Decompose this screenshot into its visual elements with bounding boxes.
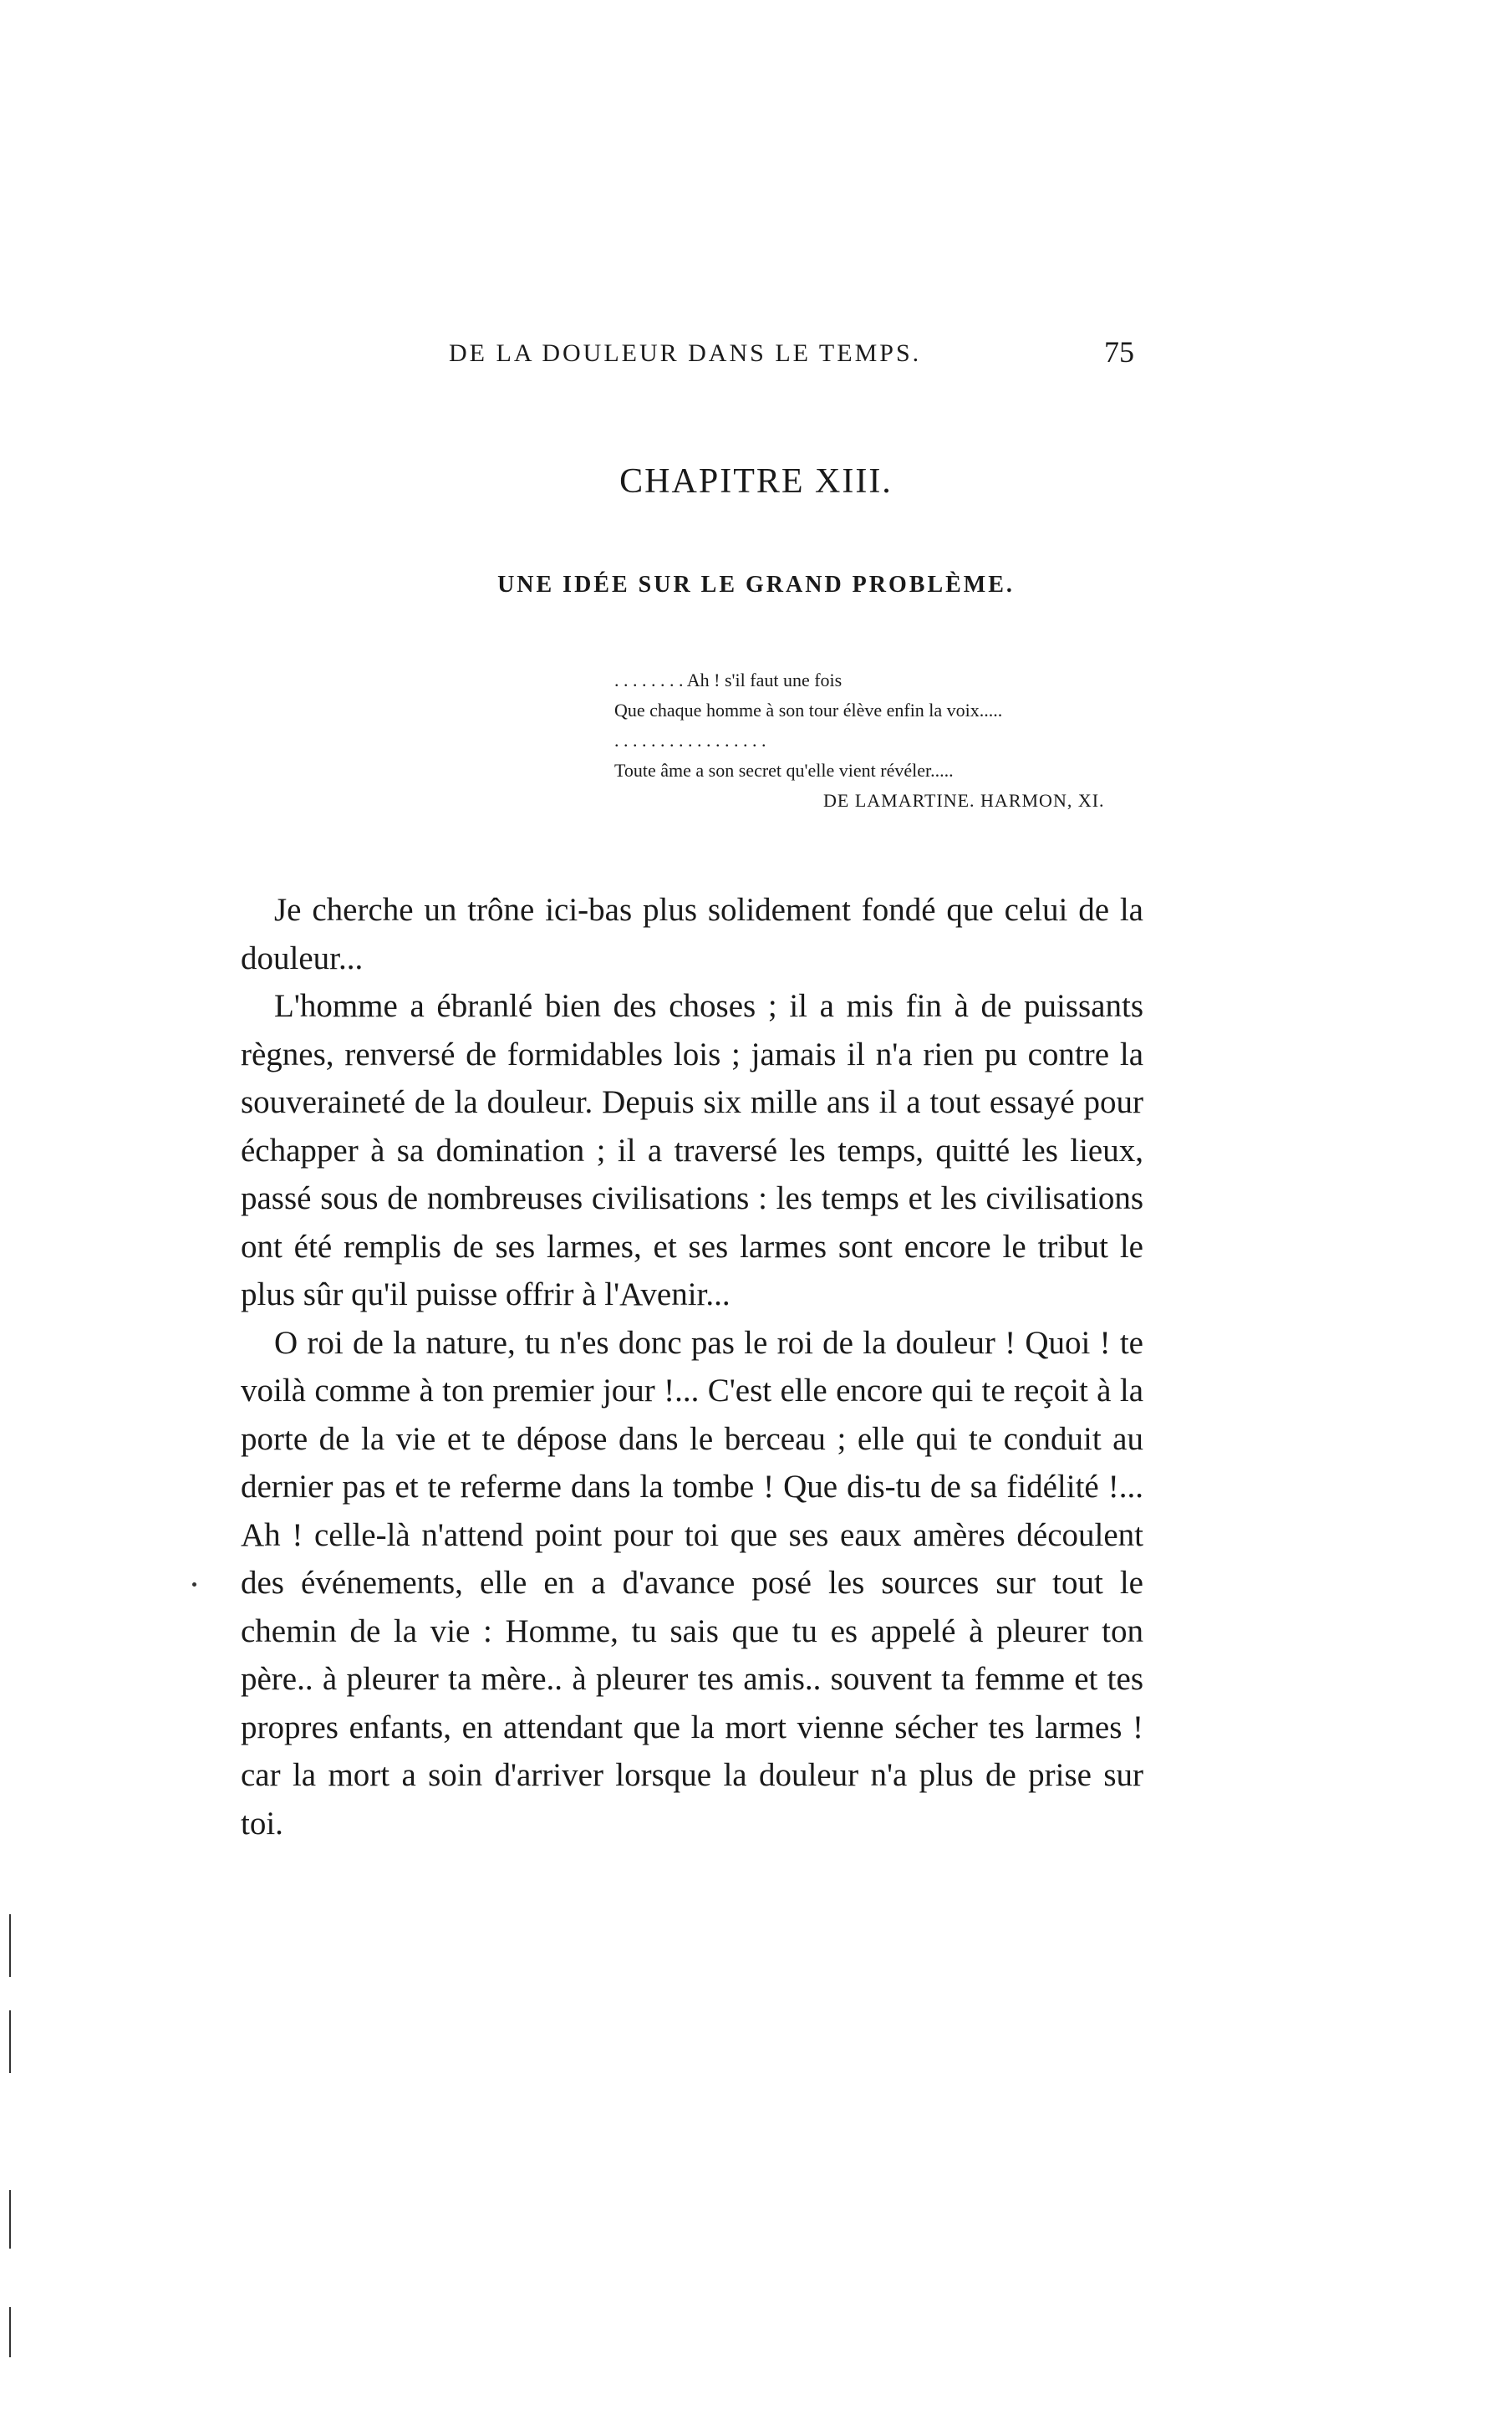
scan-edge-mark (9, 2190, 11, 2249)
chapter-title: CHAPITRE XIII. (619, 462, 893, 501)
paragraph: Je cherche un trône ici-bas plus solidement fondé que celui de la douleur... (241, 892, 1143, 976)
page-number: 75 (1104, 335, 1134, 369)
epigraph-source: DE LAMARTINE. HARMON, XI. (823, 790, 1105, 811)
scan-edge-mark (9, 1914, 11, 1977)
paragraph: L'homme a ébranlé bien des choses ; il a mis fin à de puissants règnes, renversé de formidables lois ; jamais il n'a rien pu contre la souveraineté de la douleur. Depuis six mille ans il a tout essayé pour échapper à sa domination ; il a traversé les temps, quitté les lieux, passé sous de nombreuses civilisations : les temps et les civilisations ont été remplis de ses larmes, et ses larmes sont encore le tribut le plus sûr qu'il puisse offrir à l'Avenir... (241, 988, 1143, 1312)
body-text (241, 886, 1143, 1847)
scan-edge-mark (9, 2307, 11, 2357)
running-head (449, 334, 1134, 376)
chapter-subtitle: UNE IDÉE SUR LE GRAND PROBLÈME. (497, 572, 1015, 598)
epigraph-line: Toute âme a son secret qu'elle vient révéler..... (614, 760, 954, 781)
margin-dot (192, 1582, 196, 1587)
epigraph-line: . . . . . . . . Ah ! s'il faut une fois (614, 670, 843, 690)
epigraph (614, 665, 1149, 816)
paragraph: O roi de la nature, tu n'es donc pas le roi de la douleur ! Quoi ! te voilà comme à ton premier jour !... C'est elle encore qui te reçoit à la porte de la vie et te dépose dans le berceau ; elle qui te conduit au dernier pas et te referme dans la tombe ! Que dis-tu de sa fidélité !... Ah ! celle-là n'attend point pour toi que ses eaux amères découlent des événements, elle en a d'avance posé les sources sur tout le chemin de la vie : Homme, tu sais que tu es appelé à pleurer ton père.. à pleurer ta mère.. à pleurer tes amis.. souvent ta femme et tes propres enfants, en attendant que la mort vienne sécher tes larmes ! car la mort a soin d'arriver lorsque la douleur n'a plus de prise sur toi. (241, 1324, 1143, 1842)
scan-edge-mark (9, 2010, 11, 2073)
epigraph-line: . . . . . . . . . . . . . . . . . (614, 730, 766, 751)
epigraph-line: Que chaque homme à son tour élève enfin la voix..... (614, 700, 1003, 721)
running-title: DE LA DOULEUR DANS LE TEMPS. (449, 339, 922, 367)
